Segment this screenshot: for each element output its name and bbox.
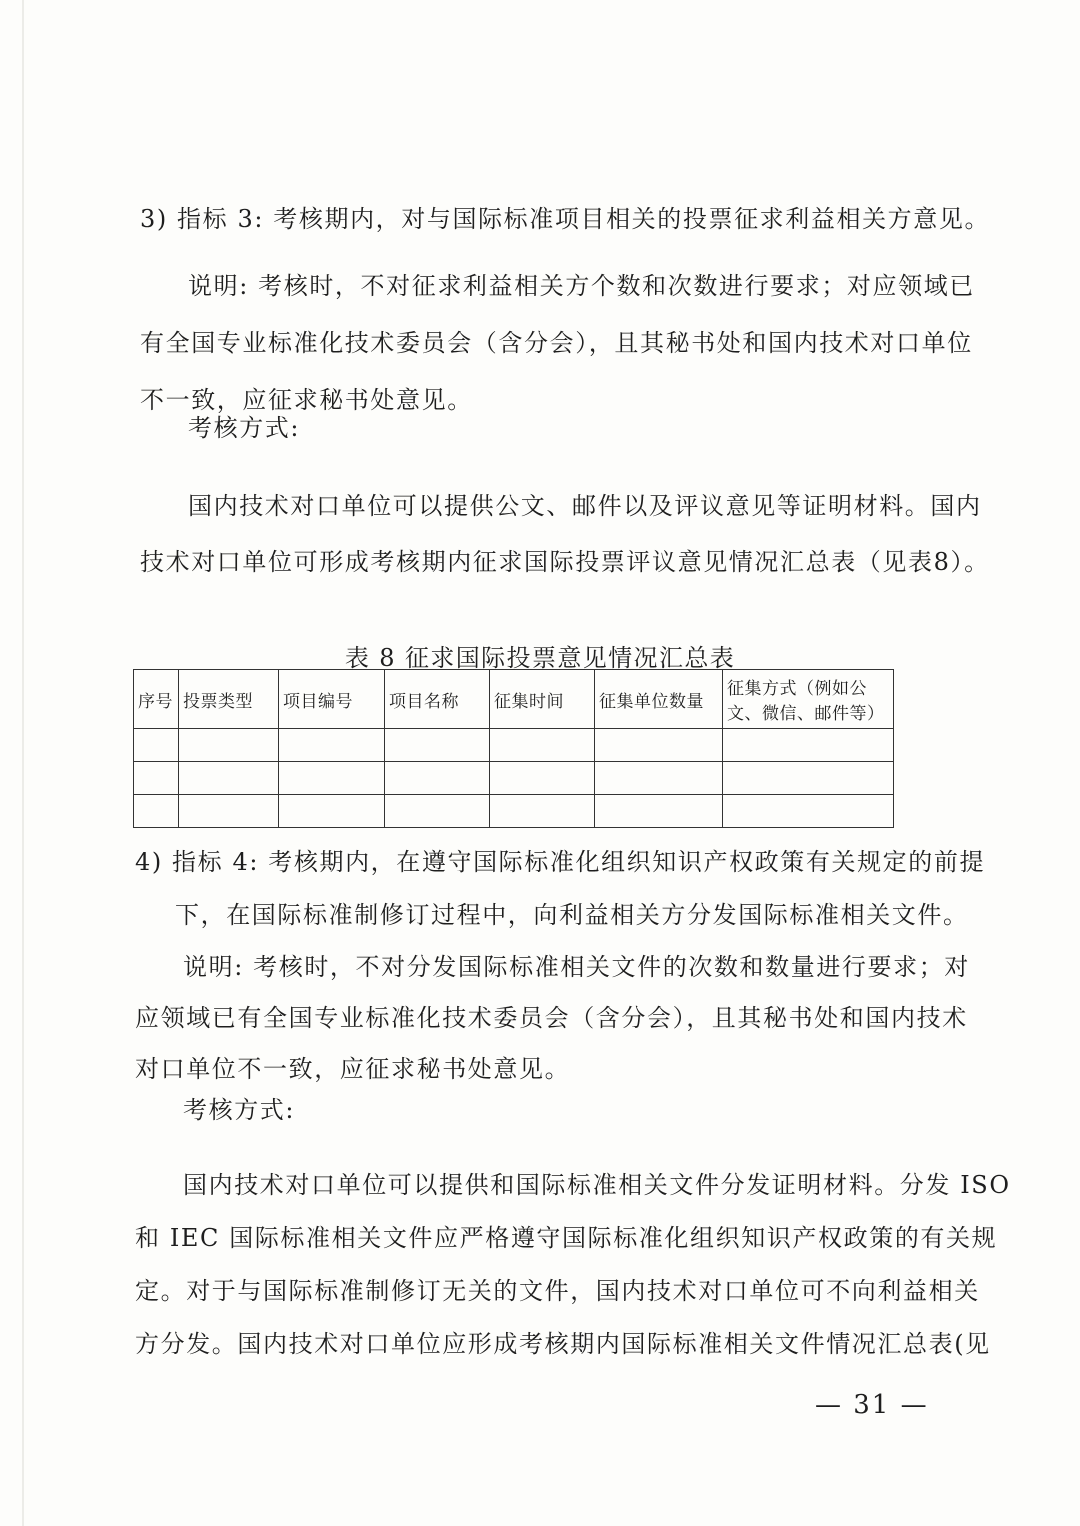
table-cell bbox=[490, 762, 595, 795]
indicator-4-method-label: 考核方式: bbox=[183, 1096, 296, 1124]
table-header-cell: 项目名称 bbox=[385, 670, 490, 729]
table-cell bbox=[134, 762, 179, 795]
scan-edge-shadow bbox=[22, 0, 24, 1526]
table-cell bbox=[490, 729, 595, 762]
table-cell bbox=[385, 762, 490, 795]
table-cell bbox=[279, 795, 385, 828]
indicator-3-note bbox=[140, 258, 975, 429]
page-number: — 31 — bbox=[815, 1390, 929, 1420]
indicator-3-note-line: 说明: 考核时，不对征求利益相关方个数和次数进行要求；对应领域已 bbox=[188, 272, 975, 300]
indicator-3-note-line: 不一致，应征求秘书处意见。 bbox=[140, 386, 473, 414]
indicator-3-method-label: 考核方式: bbox=[188, 414, 301, 442]
table-8 bbox=[133, 669, 894, 828]
indicator-4-heading-line: 下，在国际标准制修订过程中，向利益相关方分发国际标准相关文件。 bbox=[175, 901, 969, 929]
table-cell bbox=[490, 795, 595, 828]
table-cell bbox=[595, 795, 723, 828]
indicator-4-method-line: 方分发。国内技术对口单位应形成考核期内国际标准相关文件情况汇总表(见 bbox=[135, 1330, 991, 1358]
indicator-3-method-line: 技术对口单位可形成考核期内征求国际投票评议意见情况汇总表（见表8）。 bbox=[140, 548, 990, 576]
indicator-4-heading bbox=[135, 836, 985, 942]
table-cell bbox=[279, 729, 385, 762]
table-cell bbox=[179, 729, 279, 762]
table-row bbox=[134, 729, 894, 762]
indicator-4-note-line: 应领域已有全国专业标准化技术委员会（含分会），且其秘书处和国内技术 bbox=[135, 1004, 968, 1032]
table-header-cell: 项目编号 bbox=[279, 670, 385, 729]
indicator-4-method-line: 国内技术对口单位可以提供和国际标准相关文件分发证明材料。分发 ISO bbox=[183, 1171, 1011, 1199]
table-cell bbox=[723, 762, 894, 795]
table-row bbox=[134, 795, 894, 828]
table-header-row bbox=[134, 670, 894, 729]
table-header-cell: 序号 bbox=[134, 670, 179, 729]
indicator-4-note-line: 说明: 考核时，不对分发国际标准相关文件的次数和数量进行要求；对 bbox=[183, 953, 970, 981]
indicator-3-method-line: 国内技术对口单位可以提供公文、邮件以及评议意见等证明材料。国内 bbox=[188, 492, 982, 520]
table-cell bbox=[723, 729, 894, 762]
indicator-4-method-line: 定。对于与国际标准制修订无关的文件，国内技术对口单位可不向利益相关 bbox=[135, 1277, 980, 1305]
table-cell bbox=[385, 729, 490, 762]
table-cell bbox=[723, 795, 894, 828]
indicator-3-method bbox=[140, 478, 990, 590]
table-cell bbox=[595, 762, 723, 795]
table-cell bbox=[179, 795, 279, 828]
table-cell bbox=[595, 729, 723, 762]
table-header-cell: 征集单位数量 bbox=[595, 670, 723, 729]
indicator-4-method-line: 和 IEC 国际标准相关文件应严格遵守国际标准化组织知识产权政策的有关规 bbox=[135, 1224, 998, 1252]
table-header-cell: 征集时间 bbox=[490, 670, 595, 729]
table-header-cell: 征集方式（例如公文、微信、邮件等） bbox=[723, 670, 894, 729]
table-cell bbox=[279, 762, 385, 795]
table-cell bbox=[385, 795, 490, 828]
indicator-4-method bbox=[135, 1159, 1011, 1371]
table-cell bbox=[179, 762, 279, 795]
table-row bbox=[134, 762, 894, 795]
indicator-3-note-line: 有全国专业标准化技术委员会（含分会），且其秘书处和国内技术对口单位 bbox=[140, 329, 973, 357]
indicator-4-note bbox=[135, 942, 970, 1095]
indicator-4-note-line: 对口单位不一致，应征求秘书处意见。 bbox=[135, 1055, 571, 1083]
indicator-3-heading: 3) 指标 3: 考核期内，对与国际标准项目相关的投票征求利益相关方意见。 bbox=[140, 205, 991, 233]
table-8-caption: 表 8 征求国际投票意见情况汇总表 bbox=[344, 644, 736, 672]
table-header-cell: 投票类型 bbox=[179, 670, 279, 729]
indicator-4-heading-line: 4) 指标 4: 考核期内，在遵守国际标准化组织知识产权政策有关规定的前提 bbox=[135, 848, 986, 876]
table-cell bbox=[134, 795, 179, 828]
table-cell bbox=[134, 729, 179, 762]
